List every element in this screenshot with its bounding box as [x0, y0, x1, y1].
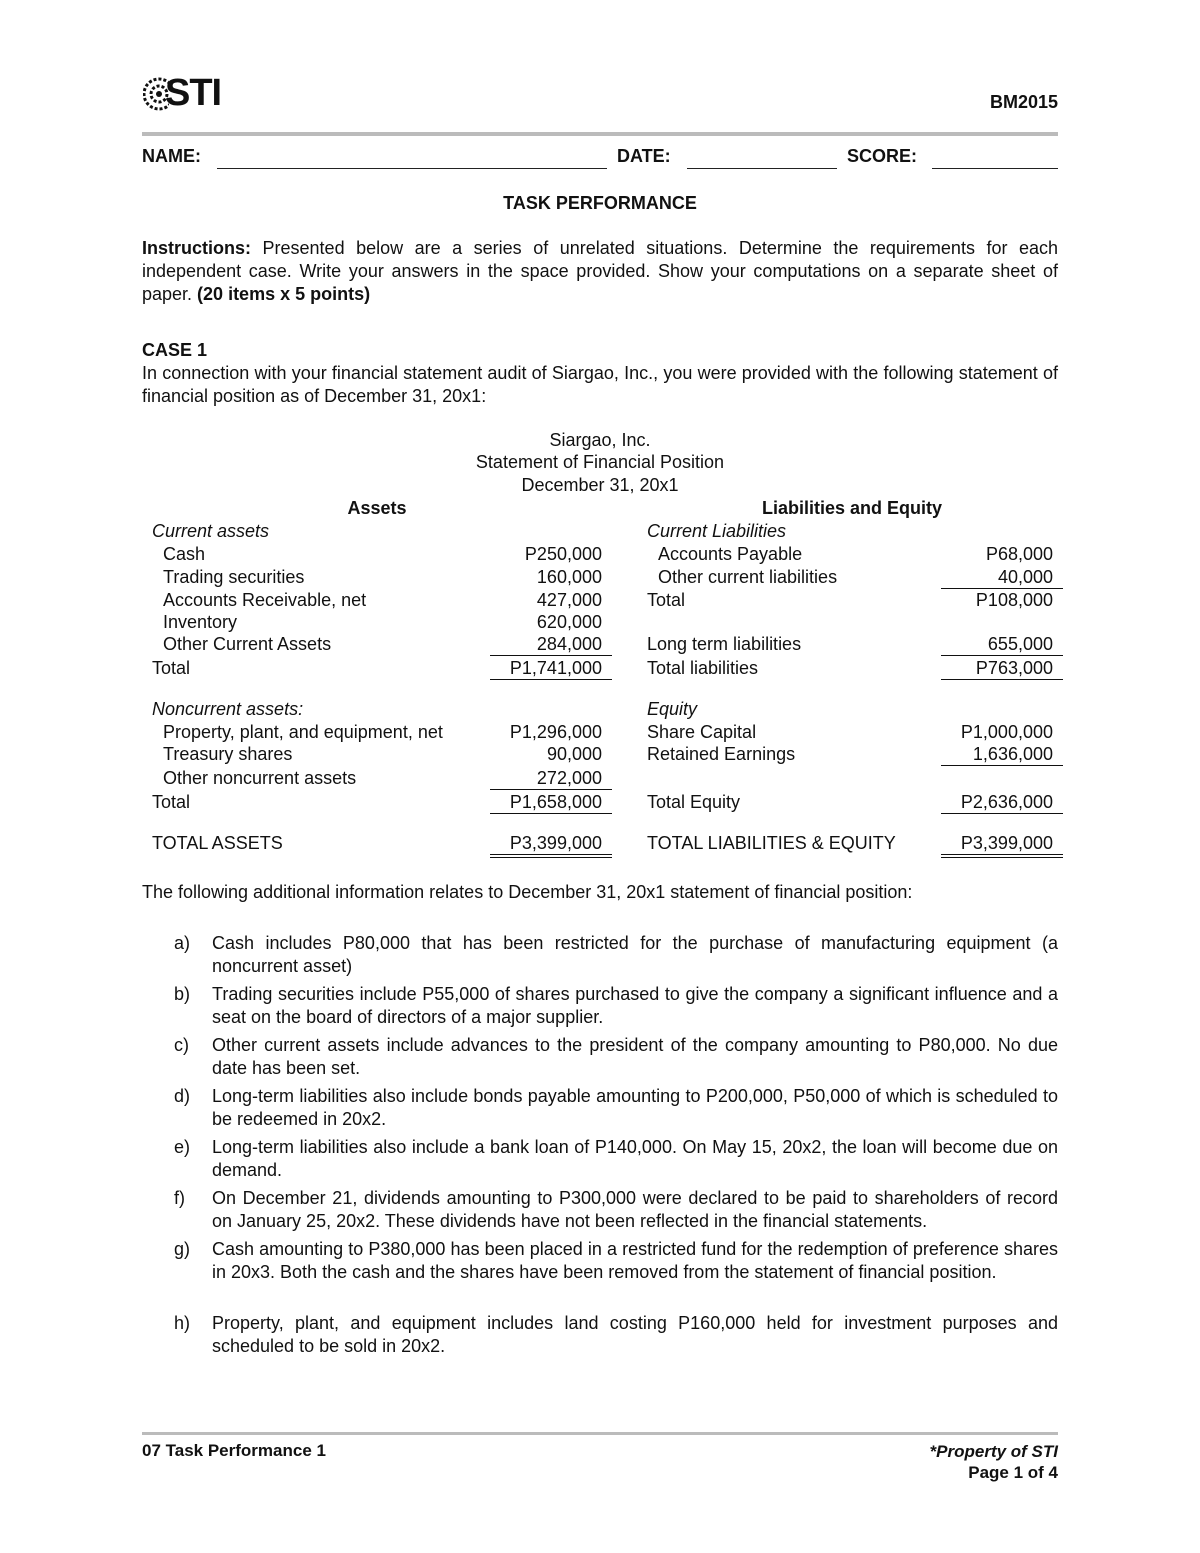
asset-row-label: Other Current Assets	[163, 634, 332, 654]
footer-doc-name: 07 Task Performance 1	[142, 1441, 326, 1460]
asset-row-label: Cash	[163, 544, 206, 564]
total-equity-value: P2,636,000	[941, 791, 1063, 814]
asset-row-value: 620,000	[536, 612, 602, 632]
total-liab-value: P763,000	[941, 657, 1063, 680]
asset-row-value: P1,296,000	[509, 722, 602, 742]
list-item-text: Cash amounting to P380,000 has been placed in a restricted fund for the redemption of preference shares in 20x3. Both the cash and the shares have been removed from the statement of financial position.	[212, 1239, 1058, 1282]
list-item-label: b)	[174, 984, 191, 1004]
liab-row-label: Accounts Payable	[658, 544, 803, 564]
asset-row-value: 427,000	[536, 590, 602, 610]
additional-intro: The following additional information relates to December 31, 20x1 statement of financial position:	[142, 882, 913, 902]
asset-row-label: Other noncurrent assets	[163, 768, 357, 788]
instructions-points: (20 items x 5 points)	[197, 284, 371, 304]
assets-heading: Assets	[347, 498, 407, 518]
list-item-text: On December 21, dividends amounting to P300,000 were declared to be paid to shareholders of record on January 25, 20x2. These dividends have not been reflected in the financial statements.	[212, 1188, 1058, 1231]
date-label: DATE:	[617, 146, 671, 166]
current-liab-label: Current Liabilities	[647, 521, 787, 541]
footer-right	[930, 1441, 1058, 1483]
date-field[interactable]	[687, 168, 837, 169]
score-field[interactable]	[932, 168, 1058, 169]
page-title: TASK PERFORMANCE	[503, 193, 697, 213]
equity-row-label: Share Capital	[647, 722, 757, 742]
liab-row-value: P68,000	[985, 544, 1053, 564]
list-item-text: Cash includes P80,000 that has been restricted for the purchase of manufacturing equipment (a noncurrent asset)	[212, 933, 1058, 976]
course-code: BM2015	[989, 92, 1058, 112]
statement-date: December 31, 20x1	[521, 475, 679, 495]
statement-company: Siargao, Inc.	[549, 430, 651, 450]
total-assets-value: P3,399,000	[490, 832, 612, 858]
asset-row-value: P250,000	[524, 544, 602, 564]
asset-row-label: Inventory	[163, 612, 238, 632]
asset-row-label: Treasury shares	[163, 744, 293, 764]
case-heading: CASE 1	[142, 340, 208, 360]
equity-row-label: Retained Earnings	[647, 744, 796, 764]
list-item-label: h)	[174, 1313, 191, 1333]
score-label: SCORE:	[847, 146, 918, 166]
long-term-value: 655,000	[941, 633, 1063, 656]
list-item-label: g)	[174, 1239, 191, 1259]
list-item-label: d)	[174, 1086, 191, 1106]
equity-row-value: 1,636,000	[941, 743, 1063, 766]
noncurrent-assets-total: P1,658,000	[490, 791, 612, 814]
liab-row-label: Other current liabilities	[658, 567, 838, 587]
list-item-text: Trading securities include P55,000 of shares purchased to give the company a significant influence and a seat on the board of directors of a major supplier.	[212, 984, 1058, 1027]
asset-row-value: 272,000	[490, 767, 612, 790]
header-rule	[142, 132, 1058, 136]
sti-logo	[143, 72, 233, 114]
list-item-label: e)	[174, 1137, 191, 1157]
instructions-label: Instructions:	[142, 238, 252, 258]
asset-row-label: Trading securities	[163, 567, 305, 587]
current-assets-total-label: Total	[152, 658, 191, 678]
total-assets-label: TOTAL ASSETS	[152, 833, 283, 853]
case-intro: In connection with your financial statement audit of Siargao, Inc., you were provided with the following statement of financial position as of December 31, 20x1:	[142, 363, 1058, 406]
total-liab-label: Total liabilities	[647, 658, 759, 678]
total-le-value: P3,399,000	[941, 832, 1063, 858]
name-field[interactable]	[217, 168, 607, 169]
asset-row-label: Property, plant, and equipment, net	[163, 722, 443, 742]
list-item-text: Property, plant, and equipment includes land costing P160,000 held for investment purposes and scheduled to be sold in 20x2.	[212, 1313, 1058, 1356]
footer-property: *Property of STI	[929, 1442, 1058, 1461]
logo-wordmark: STI	[165, 72, 222, 114]
name-label: NAME:	[142, 146, 201, 166]
asset-row-label: Accounts Receivable, net	[163, 590, 367, 610]
asset-row-value: 160,000	[536, 567, 602, 587]
list-item-text: Other current assets include advances to the president of the company amounting to P80,000. No due date has been set.	[212, 1035, 1058, 1078]
list-item-text: Long-term liabilities also include a bank loan of P140,000. On May 15, 20x2, the loan will become due on demand.	[212, 1137, 1058, 1180]
footer-rule	[142, 1432, 1058, 1435]
instructions-text: Presented below are a series of unrelated situations. Determine the requirements for each independent case. Write your answers in the space provided. Show your computations on a separate sheet of paper.	[142, 238, 1058, 304]
noncurrent-assets-label: Noncurrent assets:	[152, 699, 304, 719]
liab-row-value: 40,000	[941, 566, 1063, 589]
liab-heading: Liabilities and Equity	[761, 498, 943, 518]
total-equity-label: Total Equity	[647, 792, 741, 812]
noncurrent-assets-total-label: Total	[152, 792, 191, 812]
asset-row-value: 284,000	[490, 633, 612, 656]
list-item-label: f)	[174, 1188, 185, 1208]
footer-page-number: Page 1 of 4	[968, 1463, 1058, 1482]
current-liab-total: P108,000	[975, 590, 1053, 610]
statement-title: Statement of Financial Position	[475, 452, 725, 472]
current-assets-label: Current assets	[152, 521, 270, 541]
equity-row-value: P1,000,000	[960, 722, 1053, 742]
current-assets-total: P1,741,000	[490, 657, 612, 680]
total-le-label: TOTAL LIABILITIES & EQUITY	[647, 833, 896, 853]
list-item-text: Long-term liabilities also include bonds payable amounting to P200,000, P50,000 of which is scheduled to be redeemed in 20x2.	[212, 1086, 1058, 1129]
list-item-label: a)	[174, 933, 191, 953]
instructions	[142, 237, 1058, 306]
list-item-label: c)	[174, 1035, 189, 1055]
asset-row-value: 90,000	[546, 744, 602, 764]
long-term-label: Long term liabilities	[647, 634, 802, 654]
student-fields	[142, 146, 1058, 174]
equity-label: Equity	[647, 699, 698, 719]
current-liab-total-label: Total	[647, 590, 686, 610]
